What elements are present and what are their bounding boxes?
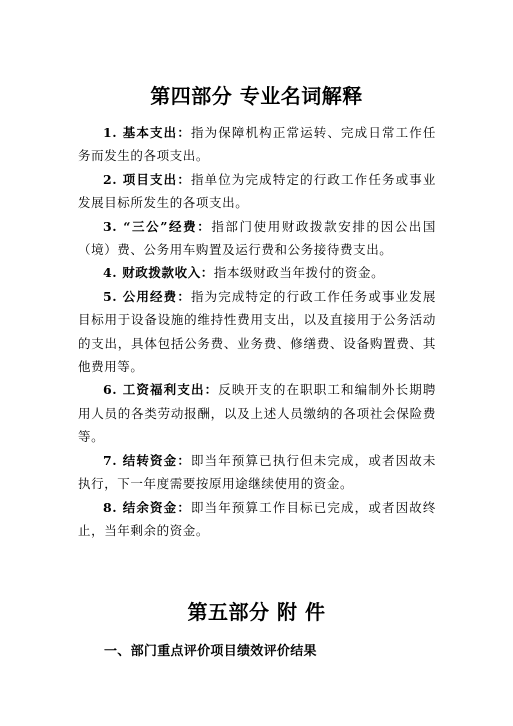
definition-text: 指为保障机构正常运转、完成日常工作任务而发生的各项支出。 <box>78 125 436 164</box>
definition-text: 指单位为完成特定的行政工作任务或事业发展目标所发生的各项支出。 <box>78 171 436 211</box>
definition-item <box>78 215 436 262</box>
definition-item <box>78 285 436 379</box>
definition-item <box>78 378 436 448</box>
term-definitions <box>78 121 436 542</box>
definition-item <box>78 168 436 215</box>
definition-text: 指部门使用财政拨款安排的因公出国（境）费、公务用车购置及运行费和公务接待费支出。 <box>78 218 437 258</box>
section4-title: 第四部分 专业名词解释 <box>150 84 363 108</box>
definition-text: 指为完成特定的行政工作任务或事业发展目标用于设备设施的维持性费用支出，以及直接用于公务活动的支出，具体包括公务费、业务费、修缮费、设备购置费、其他费用等。 <box>78 288 436 375</box>
definition-item <box>78 496 436 543</box>
definition-term: 1. 基本支出： <box>103 125 191 140</box>
definition-term: 3. “三公”经费： <box>103 218 212 234</box>
definition-text: 即当年预算工作目标已完成，或者因故终止，当年剩余的资金。 <box>78 499 436 538</box>
definition-term: 8. 结余资金： <box>103 499 191 515</box>
definition-term: 5. 公用经费： <box>103 288 191 304</box>
definition-term: 7. 结转资金： <box>103 452 191 468</box>
definition-text: 反映开支的在职职工和编制外长期聘用人员的各类劳动报酬，以及上述人员缴纳的各项社会保险费等。 <box>78 382 436 445</box>
section5-title: 第五部分 附 件 <box>187 600 326 624</box>
definition-item <box>78 449 436 496</box>
section5-subheading: 一、部门重点评价项目绩效评价结果 <box>104 644 317 659</box>
definition-item <box>78 121 436 168</box>
definition-term: 6. 工资福利支出： <box>103 382 219 398</box>
definition-term: 4. 财政拨款收入： <box>103 265 214 281</box>
definition-item <box>78 261 436 284</box>
definition-text: 即当年预算已执行但未完成，或者因故未执行，下一年度需要按原用途继续使用的资金。 <box>78 452 436 492</box>
definition-text: 指本级财政当年拨付的资金。 <box>213 265 385 281</box>
definition-term: 2. 项目支出： <box>103 171 191 187</box>
